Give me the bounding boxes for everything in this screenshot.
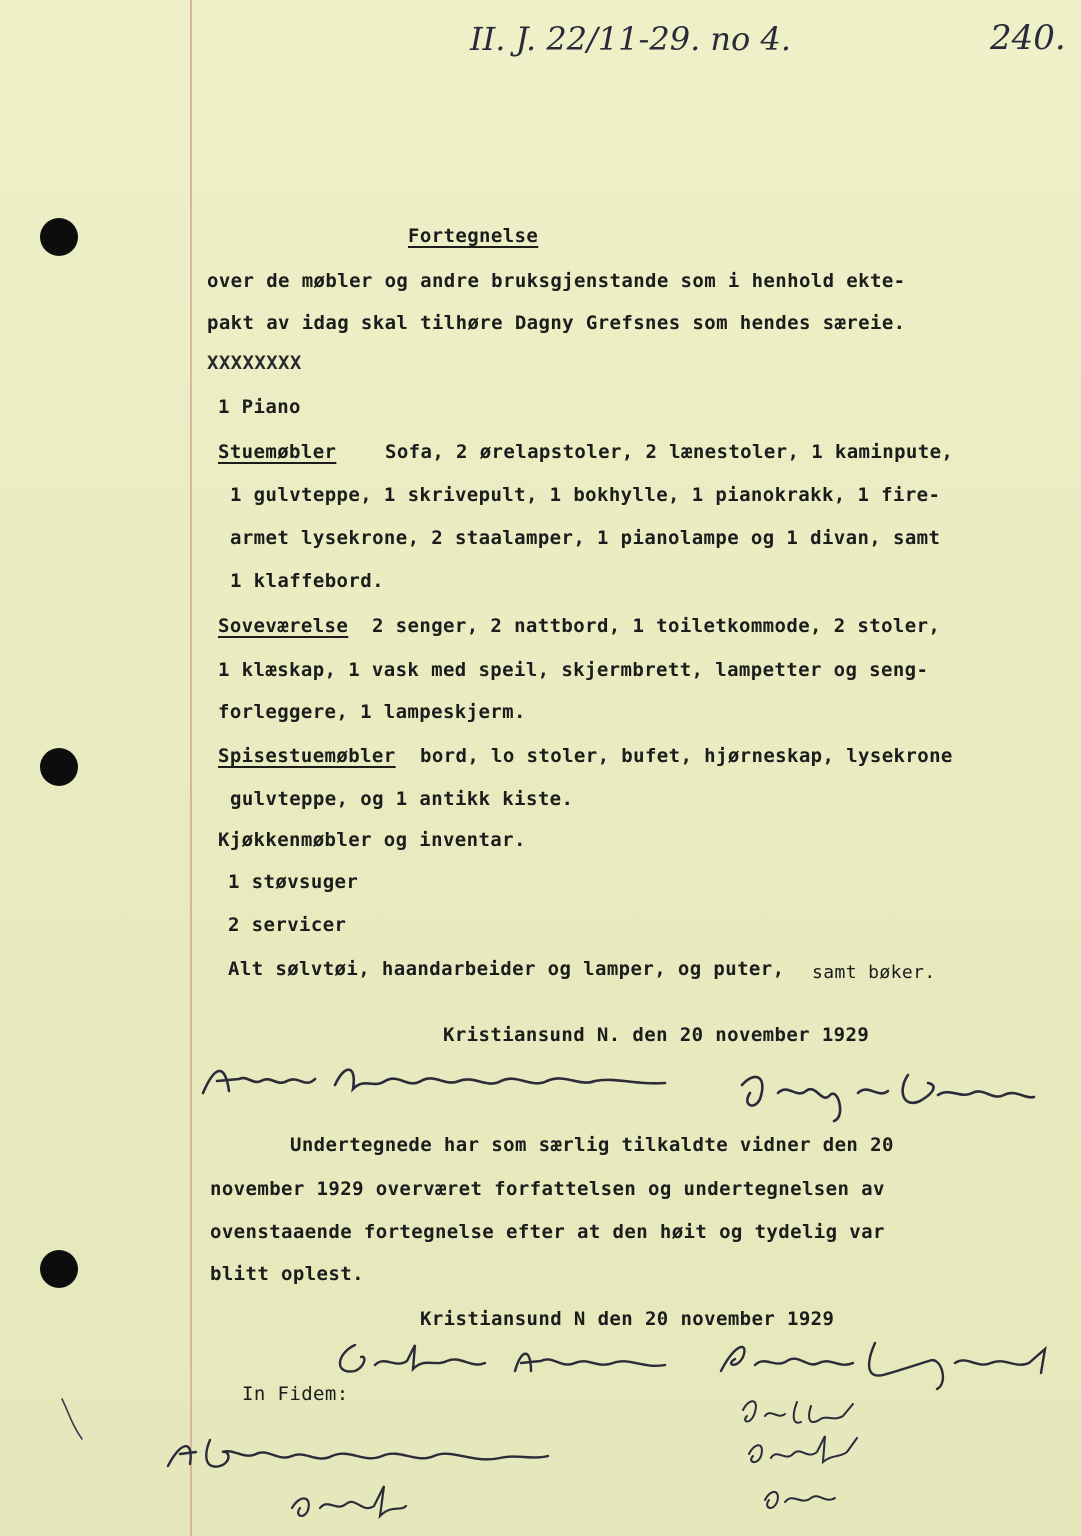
sove-line-1: 2 senger, 2 nattbord, 1 toiletkommode, 2 stoler, bbox=[372, 615, 941, 637]
in-fidem-label: In Fidem: bbox=[242, 1383, 349, 1405]
stue-line-1: Sofa, 2 ørelapstoler, 2 lænestoler, 1 kaminpute, bbox=[385, 441, 954, 463]
last-line-addition: samt bøker. bbox=[812, 962, 936, 983]
kjokken-item-2: 2 servicer bbox=[228, 914, 347, 936]
kjokken-item-1: 1 støvsuger bbox=[228, 871, 359, 893]
place-date-1: Kristiansund N. den 20 november 1929 bbox=[443, 1024, 870, 1046]
spise-line-2: gulvteppe, og 1 antikk kiste. bbox=[230, 788, 574, 810]
section-label-stuemobler: Stuemøbler bbox=[218, 441, 337, 463]
section-label-sovevaerelse: Soveværelse bbox=[218, 615, 349, 637]
pen-mark bbox=[58, 1395, 88, 1445]
witness-line-1: Undertegnede har som særlig tilkaldte vidner den 20 bbox=[290, 1134, 894, 1156]
last-line: Alt sølvtøi, haandarbeider og lamper, og puter, bbox=[228, 958, 785, 980]
punch-hole-bottom bbox=[40, 1250, 78, 1288]
item-piano: 1 Piano bbox=[218, 396, 301, 418]
place-date-2: Kristiansund N den 20 november 1929 bbox=[420, 1308, 835, 1330]
intro-line-2: pakt av idag skal tilhøre Dagny Grefsnes som hendes særeie. bbox=[207, 312, 906, 334]
section-label-spisestuemobler: Spisestuemøbler bbox=[218, 745, 396, 767]
witness-line-3: ovenstaaende fortegnelse efter at den høit og tydelig var bbox=[210, 1221, 885, 1243]
signature-dagny-grefsnes bbox=[738, 1065, 1038, 1125]
signature-groom bbox=[195, 1055, 675, 1105]
margin-rule bbox=[190, 0, 192, 1536]
signature-witness-2 bbox=[715, 1335, 1055, 1395]
document-title: Fortegnelse bbox=[408, 225, 539, 247]
spise-line-1: bord, lo stoler, bufet, hjørneskap, lysekrone bbox=[420, 745, 953, 767]
punch-hole-middle bbox=[40, 748, 78, 786]
signature-in-fidem-left bbox=[160, 1420, 560, 1530]
witness-line-2: november 1929 overværet forfattelsen og undertegnelsen av bbox=[210, 1178, 885, 1200]
page-number: 240. bbox=[990, 18, 1066, 58]
reference-note: II. J. 22/11-29. no 4. bbox=[470, 20, 791, 58]
sove-line-2: 1 klæskap, 1 vask med speil, skjermbrett, lampetter og seng- bbox=[218, 659, 929, 681]
intro-line-1: over de møbler og andre bruksgjenstande som i henhold ekte- bbox=[207, 270, 906, 292]
witness-line-4: blitt oplest. bbox=[210, 1263, 364, 1285]
section-label-kjokken: Kjøkkenmøbler og inventar. bbox=[218, 829, 526, 851]
stue-line-3: armet lysekrone, 2 staalamper, 1 pianolampe og 1 divan, samt bbox=[230, 527, 941, 549]
notary-attestation-scrawl bbox=[735, 1392, 875, 1524]
sove-line-3: forleggere, 1 lampeskjerm. bbox=[218, 701, 526, 723]
struck-out-text: XXXXXXXX bbox=[207, 352, 302, 374]
stue-line-2: 1 gulvteppe, 1 skrivepult, 1 bokhylle, 1 pianokrakk, 1 fire- bbox=[230, 484, 941, 506]
punch-hole-top bbox=[40, 218, 78, 256]
signature-witness-1 bbox=[325, 1335, 685, 1385]
stue-line-4: 1 klaffebord. bbox=[230, 570, 384, 592]
